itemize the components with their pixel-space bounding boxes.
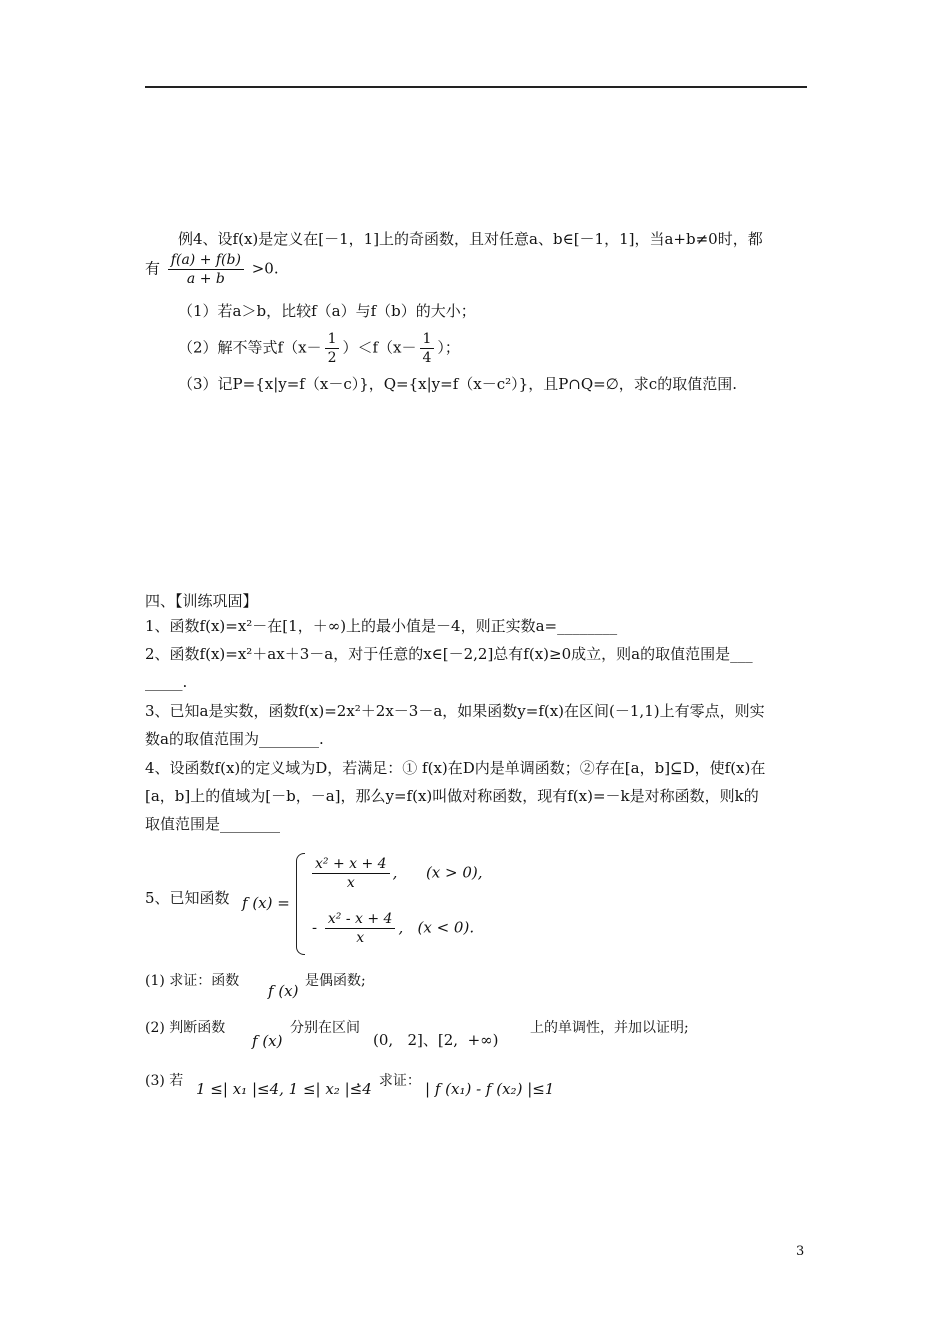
example4-q1: （1）若a＞b，比较f（a）与f（b）的大小； bbox=[178, 302, 476, 320]
example4-q2-frac2 bbox=[420, 330, 435, 367]
problem-4-line1: 4、设函数f(x)的定义域为D，若满足：① f(x)在D内是单调函数；②存在[a，b]⊆D，使f(x)在 bbox=[145, 759, 766, 777]
example4-q2-frac1 bbox=[325, 330, 340, 367]
sub-2-interval: (0, 2]、[2, +∞) bbox=[373, 1031, 499, 1049]
problem-3-line2: 数a的取值范围为________. bbox=[145, 730, 324, 748]
sub-3-label: (3) 若 bbox=[145, 1073, 184, 1089]
example4-line2-tail: >0. bbox=[251, 259, 279, 278]
example4-intro: 例4、设f(x)是定义在[－1，1]上的奇函数，且对任意a、b∈[－1，1]，当a+b≠0时，都 bbox=[178, 230, 763, 248]
problem-5-fx: f (x) = bbox=[242, 894, 290, 912]
problem-4-line3: 取值范围是________ bbox=[145, 815, 281, 833]
case-2-condition: , (x < 0). bbox=[398, 918, 475, 937]
case-1-denominator: x bbox=[346, 875, 355, 891]
problem-2-line1: 2、函数f(x)=x²＋ax＋3－a，对于任意的x∈[－2,2]总有f(x)≥0成立，则a的取值范围是___ bbox=[145, 645, 753, 663]
example4-q2-frac1-den: 2 bbox=[327, 350, 337, 366]
example4-fraction-denominator: a + b bbox=[186, 271, 225, 287]
piecewise-brace bbox=[296, 853, 305, 955]
sub-2-fx: f (x) bbox=[252, 1032, 283, 1050]
case-1-numerator: x² + x + 4 bbox=[312, 855, 390, 874]
example4-q2-frac1-num: 1 bbox=[325, 330, 340, 349]
case-1-fraction bbox=[312, 855, 390, 892]
example4-line2 bbox=[145, 251, 279, 288]
example4-q2-c: ）； bbox=[437, 338, 460, 357]
sub-1-label: (1) 求证：函数 bbox=[145, 973, 240, 989]
problem-5-label: 5、已知函数 bbox=[145, 889, 230, 907]
sub-3-condition: 1 ≤| x₁ |≤4, 1 ≤| x₂ |≤4 bbox=[196, 1080, 372, 1098]
sub-3-inequality: | f (x₁) - f (x₂) |≤1 bbox=[425, 1080, 555, 1098]
case-2-fraction bbox=[325, 910, 396, 947]
sub-3-mid: ， 求证： bbox=[356, 1073, 421, 1089]
problem-2-line2: _____. bbox=[145, 673, 188, 691]
case-2-sign: - bbox=[312, 918, 318, 937]
example4-fraction bbox=[168, 251, 244, 288]
page-number: 3 bbox=[796, 1244, 805, 1259]
header-rule bbox=[145, 86, 807, 88]
example4-q2-b: ）＜f（x－ bbox=[342, 338, 417, 357]
problem-4-line2: [a，b]上的值域为[－b，－a]，那么y=f(x)叫做对称函数，现有f(x)=－k是对称函数，则k的 bbox=[145, 787, 759, 805]
sub-1-fx: f (x) bbox=[268, 982, 299, 1000]
problem-1: 1、函数f(x)=x²－在[1，＋∞)上的最小值是－4，则正实数a=________ bbox=[145, 617, 618, 635]
example4-q2-frac2-num: 1 bbox=[420, 330, 435, 349]
case-2-numerator: x² - x + 4 bbox=[325, 910, 396, 929]
case-1-condition: , (x > 0), bbox=[392, 863, 483, 882]
sub-2-mid: 分别在区间 bbox=[290, 1020, 360, 1036]
example4-q3: （3）记P={x|y=f（x－c）}，Q={x|y=f（x－c²）}，且P∩Q=∅，求c的取值范围. bbox=[178, 375, 737, 393]
example4-q2-a: （2）解不等式f（x－ bbox=[178, 338, 322, 357]
example4-fraction-numerator: f(a) + f(b) bbox=[168, 251, 244, 270]
section4-heading: 四、【训练巩固】 bbox=[145, 592, 258, 610]
example4-q2-frac2-den: 4 bbox=[422, 350, 432, 366]
example4-line2-lead: 有 bbox=[145, 259, 161, 278]
case-2-denominator: x bbox=[356, 930, 365, 946]
problem-3-line1: 3、已知a是实数，函数f(x)=2x²＋2x－3－a，如果函数y=f(x)在区间(－1,1)上有零点，则实 bbox=[145, 702, 765, 720]
sub-2-tail: 上的单调性，并加以证明; bbox=[530, 1020, 689, 1036]
piecewise-case-1 bbox=[312, 855, 483, 892]
piecewise-case-2 bbox=[312, 910, 474, 947]
sub-1-tail: 是偶函数; bbox=[305, 973, 366, 989]
sub-2-label: (2) 判断函数 bbox=[145, 1020, 226, 1036]
example4-q2 bbox=[178, 330, 460, 367]
